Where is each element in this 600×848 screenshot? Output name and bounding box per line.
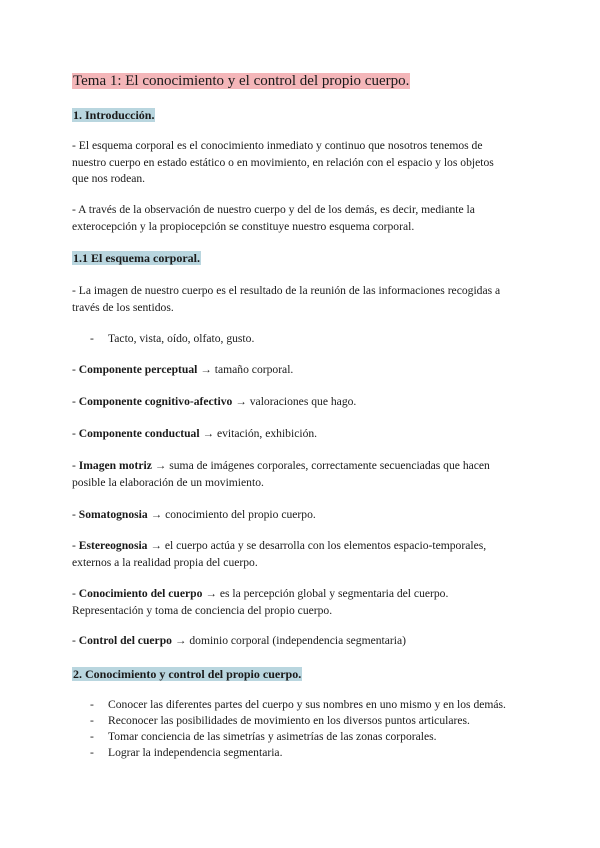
section-1-heading: 1. Introducción. xyxy=(73,108,155,122)
definition-term: Control del cuerpo xyxy=(78,634,172,647)
definition-item: - Componente conductual → evitación, exhibición. xyxy=(72,427,318,440)
list-item xyxy=(90,729,540,745)
paragraph-line: nuestro cuerpo en estado estático o en movimiento, en relación con el espacio y los objetos xyxy=(72,155,494,169)
paragraph-line: exterocepción y la propiocepción se constituye nuestro esquema corporal. xyxy=(72,219,415,233)
bullet-text: Tacto, vista, oído, olfato, gusto. xyxy=(108,332,255,345)
definition-continuation: Representación y toma de conciencia del propio cuerpo. xyxy=(72,603,333,617)
definition-item: - Componente cognitivo-afectivo → valoraciones que hago. xyxy=(72,395,357,408)
bullet-dash: - xyxy=(90,698,94,711)
definition-text: dominio corporal (independencia segmentaria) xyxy=(189,634,406,647)
bullet-text: Reconocer las posibilidades de movimiento en los diversos puntos articulares. xyxy=(108,714,470,727)
definition-item: - Somatognosia → conocimiento del propio cuerpo. xyxy=(72,508,316,521)
definition-item: - Imagen motriz → suma de imágenes corporales, correctamente secuenciadas que hacen posible la elaboración de un movimiento. xyxy=(72,458,532,491)
senses-bullet xyxy=(90,331,540,347)
bullet-dash: - xyxy=(90,332,94,345)
definition-term: Conocimiento del cuerpo xyxy=(78,587,203,600)
paragraph-line: que nos rodean. xyxy=(72,172,146,185)
bullet-text: Lograr la independencia segmentaria. xyxy=(108,746,283,759)
bullet-dash: - xyxy=(90,714,94,727)
paragraph-line: - La imagen de nuestro cuerpo es el resultado de la reunión de las informaciones recogidas a xyxy=(72,284,501,297)
definition-text: es la percepción global y segmentaria del cuerpo. xyxy=(219,587,449,600)
definition-text: conocimiento del propio cuerpo. xyxy=(165,508,316,521)
paragraph-line: - El esquema corporal es el conocimiento inmediato y continuo que nosotros tenemos de xyxy=(72,139,483,152)
definition-term: Imagen motriz xyxy=(78,459,152,472)
definition-term: Estereognosia xyxy=(78,539,148,552)
definition-text: valoraciones que hago. xyxy=(249,395,357,408)
intro-paragraph-1 xyxy=(72,138,532,188)
definition-term: Somatognosia xyxy=(78,508,148,521)
section-1-1-heading: 1.1 El esquema corporal. xyxy=(73,251,200,265)
definition-text: suma de imágenes corporales, correctamente secuenciadas que hacen xyxy=(169,459,490,472)
list-item xyxy=(90,713,540,729)
definition-item: - Conocimiento del cuerpo → es la percepción global y segmentaria del cuerpo. Representación y toma de conciencia del propio cuerpo. xyxy=(72,586,532,619)
definition-continuation: posible la elaboración de un movimiento. xyxy=(72,475,264,489)
bullet-dash: - xyxy=(90,730,94,743)
document-title: Tema 1: El conocimiento y el control del propio cuerpo. xyxy=(73,73,410,89)
definition-item: - Componente perceptual → tamaño corporal. xyxy=(72,363,294,376)
definition-item: - Control del cuerpo → dominio corporal (independencia segmentaria) xyxy=(72,634,406,647)
bullet-dash: - xyxy=(90,746,94,759)
intro-paragraph-2 xyxy=(72,202,532,235)
section-2-heading: 2. Conocimiento y control del propio cuerpo. xyxy=(73,667,302,681)
paragraph-line: través de los sentidos. xyxy=(72,300,174,314)
definition-text: tamaño corporal. xyxy=(214,363,294,376)
body-image-paragraph xyxy=(72,283,532,316)
bullet-text: Tomar conciencia de las simetrías y asimetrías de las zonas corporales. xyxy=(108,730,437,743)
definition-continuation: externos a la realidad propia del cuerpo. xyxy=(72,555,258,569)
definition-term: Componente perceptual xyxy=(78,363,198,376)
definition-item: - Estereognosia → el cuerpo actúa y se desarrolla con los elementos espacio-temporales, externos a la realidad propia del cuerpo. xyxy=(72,538,532,571)
definition-term: Componente conductual xyxy=(78,427,200,440)
definition-term: Componente cognitivo-afectivo xyxy=(78,395,233,408)
bullet-text: Conocer las diferentes partes del cuerpo y sus nombres en uno mismo y en los demás. xyxy=(108,698,506,711)
definition-text: evitación, exhibición. xyxy=(216,427,318,440)
paragraph-line: - A través de la observación de nuestro cuerpo y del de los demás, es decir, mediante la xyxy=(72,203,475,216)
list-item xyxy=(90,745,540,761)
list-item xyxy=(90,697,540,713)
definition-text: el cuerpo actúa y se desarrolla con los elementos espacio-temporales, xyxy=(164,539,487,552)
